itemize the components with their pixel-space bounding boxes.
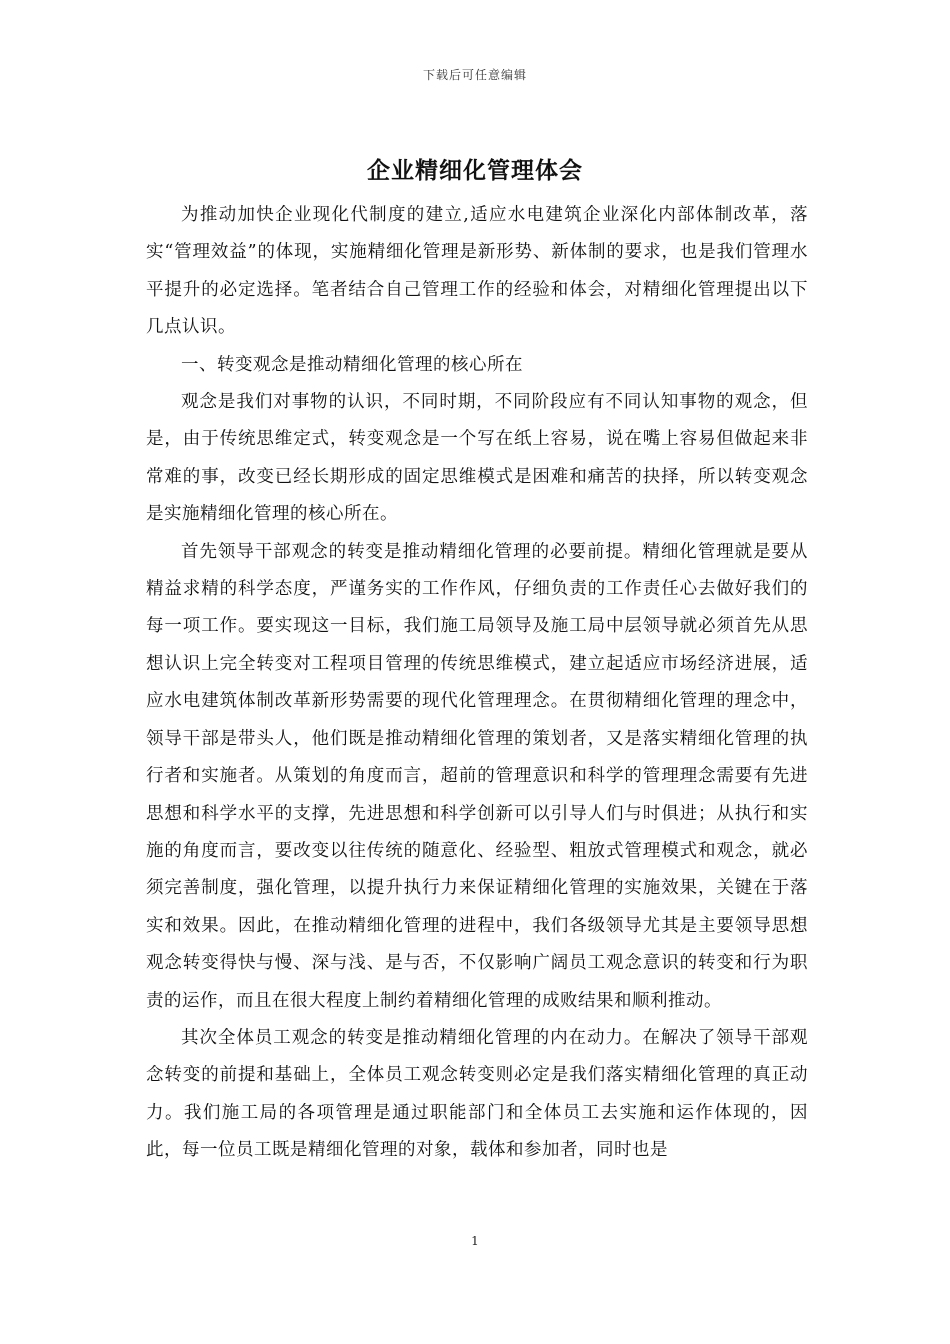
document-title: 企业精细化管理体会 xyxy=(367,158,583,184)
document-body xyxy=(146,197,808,1170)
paragraph-staff: 其次全体员工观念的转变是推动精细化管理的内在动力。在解决了领导干部观念转变的前提和基础上，全体员工观念转变则必定是我们落实精细化管理的真正动力。我们施工局的各项管理是通过职能部门和全体员工去实施和运作体现的，因此，每一位员工既是精细化管理的对象，载体和参加者，同时也是 xyxy=(146,1027,808,1161)
paragraph-leaders: 首先领导干部观念的转变是推动精细化管理的必要前提。精细化管理就是要从精益求精的科学态度，严谨务实的工作作风，仔细负责的工作责任心去做好我们的每一项工作。要实现这一目标，我们施工局领导及施工局中层领导就必须首先从思想认识上完全转变对工程项目管理的传统思维模式，建立起适应市场经济进展，适应水电建筑体制改革新形势需要的现代化管理理念。在贯彻精细化管理的理念中，领导干部是带头人，他们既是推动精细化管理的策划者，又是落实精细化管理的执行者和实施者。从策划的角度而言，超前的管理意识和科学的管理理念需要有先进思想和科学水平的支撑，先进思想和科学创新可以引导人们与时俱进；从执行和实施的角度而言，要改变以往传统的随意化、经验型、粗放式管理模式和观念，就必须完善制度，强化管理，以提升执行力来保证精细化管理的实施效果，关键在于落实和效果。因此，在推动精细化管理的进程中，我们各级领导尤其是主要领导思想观念转变得快与慢、深与浅、是与否，不仅影响广阔员工观念意识的转变和行为职责的运作，而且在很大程度上制约着精细化管理的成败结果和顺利推动。 xyxy=(146,541,808,1011)
page-header: 下载后可任意编辑 xyxy=(422,68,527,82)
paragraph-concept: 观念是我们对事物的认识，不同时期，不同阶段应有不同认知事物的观念，但是，由于传统思维定式，转变观念是一个写在纸上容易，说在嘴上容易但做起来非常难的事，改变已经长期形成的固定思维模式是困难和痛苦的抉择，所以转变观念是实施精细化管理的核心所在。 xyxy=(146,392,808,525)
section-heading-1: 一、转变观念是推动精细化管理的核心所在 xyxy=(181,354,523,375)
paragraph-intro: 为推动加快企业现化代制度的建立,适应水电建筑企业深化内部体制改革，落实“管理效益”的体现，实施精细化管理是新形势、新体制的要求，也是我们管理水平提升的必定选择。笔者结合自己管理工作的经验和体会，对精细化管理提出以下几点认识。 xyxy=(146,205,808,338)
page-number: 1 xyxy=(471,1234,479,1248)
